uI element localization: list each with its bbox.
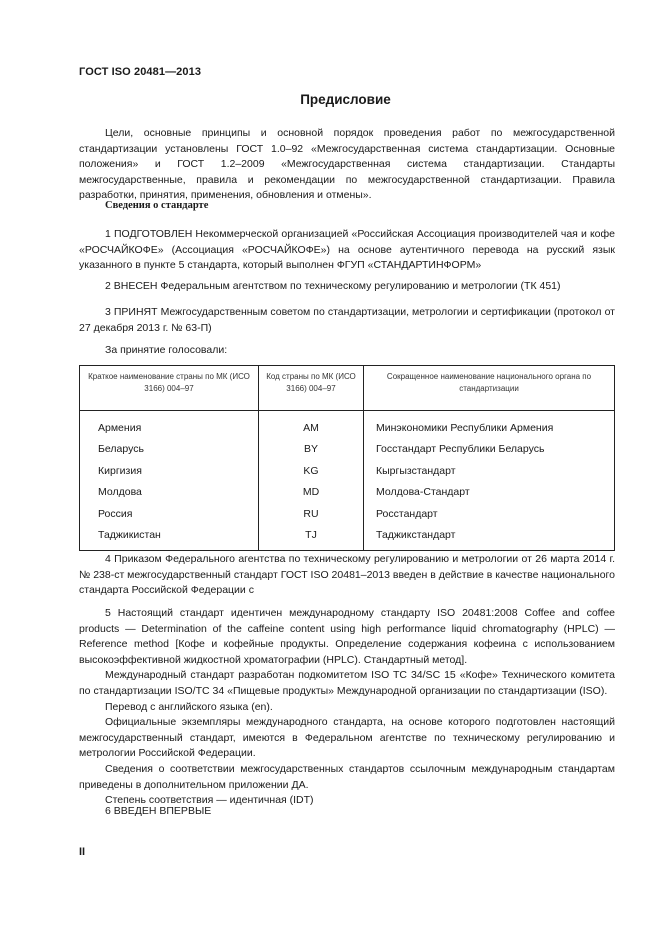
- item-3-block: [79, 305, 615, 336]
- table-cell-code: RU: [259, 503, 364, 525]
- page-number: II: [79, 846, 86, 858]
- item-4-paragraph: 4 Приказом Федерального агентства по техническому регулированию и метрологии от 26 марта 2014 г. № 238-ст межгосударственный стандарт ГОСТ ISO 20481–2013 введен в действие в качестве национального стандарта Российской Федерации с: [79, 553, 615, 597]
- item-6-block: [79, 804, 615, 820]
- table-cell-country: Россия: [80, 503, 259, 525]
- table-row: [80, 460, 615, 482]
- table-cell-body: Госстандарт Республики Беларусь: [364, 439, 615, 461]
- item-3-paragraph: 3 ПРИНЯТ Межгосударственным советом по стандартизации, метрологии и сертификации (протокол от 27 декабря 2013 г. № 63-П): [79, 306, 615, 334]
- table-header-code: Код страны по МК (ИСО 3166) 004–97: [259, 366, 364, 411]
- table-cell-body: Таджикстандарт: [364, 525, 615, 551]
- table-header-body: Сокращенное наименование национального органа по стандартизации: [364, 366, 615, 411]
- intro-paragraph: Цели, основные принципы и основной порядок проведения работ по межгосударственной стандартизации установлены ГОСТ 1.0–92 «Межгосударственная система стандартизации. Основные положения» и ГОСТ 1.2–2009 «Межгосударственная система стандартизации. Стандарты межгосударственные, правила и рекомендации по межгосударственной стандартизации. Правила разработки, принятия, применения, обновления и отмены».: [79, 127, 615, 202]
- table-cell-body: Минэкономики Республики Армения: [364, 411, 615, 439]
- table-cell-country: Молдова: [80, 482, 259, 504]
- table-cell-code: BY: [259, 439, 364, 461]
- table-cell-body: Кыргызстандарт: [364, 460, 615, 482]
- table-cell-code: AM: [259, 411, 364, 439]
- item-5-block: [79, 606, 615, 809]
- item-5-paragraph-5: Сведения о соответствии межгосударственных стандартов ссылочным международным стандартам приведены в дополнительном приложении ДА.: [79, 762, 615, 791]
- table-cell-country: Таджикистан: [80, 525, 259, 551]
- table-cell-country: Беларусь: [80, 439, 259, 461]
- item-2-block: [79, 279, 615, 295]
- item-5-paragraph-4: Официальные экземпляры международного стандарта, на основе которого подготовлен настоящий межгосударственный стандарт, имеются в Федеральном агентстве по техническому регулированию и метрологии Российской Федерации.: [79, 716, 615, 760]
- page-title: Предисловие: [300, 92, 391, 107]
- item-1-paragraph: 1 ПОДГОТОВЛЕН Некоммерческой организацией «Российская Ассоциация производителей чая и кофе «РОСЧАЙКОФЕ» (Ассоциация «РОСЧАЙКОФЕ») на основе аутентичного перевода на русский язык указанного в пункте 5 стандарта, который выполнен ФГУП «СТАНДАРТИНФОРМ»: [79, 228, 615, 272]
- item-5-paragraph-3: Перевод с английского языка (en).: [105, 700, 273, 713]
- table-cell-country: Армения: [80, 411, 259, 439]
- table-row: [80, 525, 615, 551]
- item-6-paragraph: 6 ВВЕДЕН ВПЕРВЫЕ: [105, 805, 212, 817]
- voting-table: [79, 365, 615, 551]
- table-cell-code: KG: [259, 460, 364, 482]
- table-cell-code: MD: [259, 482, 364, 504]
- table-cell-country: Киргизия: [80, 460, 259, 482]
- table-cell-code: TJ: [259, 525, 364, 551]
- vote-label: За принятие голосовали:: [105, 344, 228, 356]
- item-5-paragraph-2: Международный стандарт разработан подкомитетом ISO TC 34/SC 15 «Кофе» Технического комитета по стандартизации ISO/TC 34 «Пищевые продукты» Международной организации по стандартизации (ISO).: [79, 669, 615, 697]
- table-cell-body: Росстандарт: [364, 503, 615, 525]
- section-subheading: Сведения о стандарте: [105, 200, 209, 211]
- table-row: [80, 439, 615, 461]
- item-4-block: [79, 552, 615, 599]
- table-row: [80, 503, 615, 525]
- document-header: ГОСТ ISO 20481—2013: [79, 66, 202, 78]
- table-header-row: [80, 366, 615, 411]
- table-row: [80, 482, 615, 504]
- item-1-block: [79, 227, 615, 274]
- item-2-paragraph: 2 ВНЕСЕН Федеральным агентством по техническому регулированию и метрологии (ТК 451): [105, 280, 561, 292]
- table-row: [80, 411, 615, 439]
- item-5-paragraph-6: Степень соответствия — идентичная (IDT): [105, 794, 314, 807]
- table-cell-body: Молдова-Стандарт: [364, 482, 615, 504]
- item-5-paragraph-1: 5 Настоящий стандарт идентичен международному стандарту ISO 20481:2008 Coffee and coffee products — Determination of the caffeine content using high performance liquid chromatography (HPLC) — Reference method [Кофе и кофейные продукты. Определение содержания кофеина с использованием высокоэффективной жидкостной хроматографии (HPLC). Стандартный метод].: [79, 607, 615, 666]
- intro-block: [79, 126, 615, 204]
- table-header-country: Краткое наименование страны по МК (ИСО 3166) 004–97: [80, 366, 259, 411]
